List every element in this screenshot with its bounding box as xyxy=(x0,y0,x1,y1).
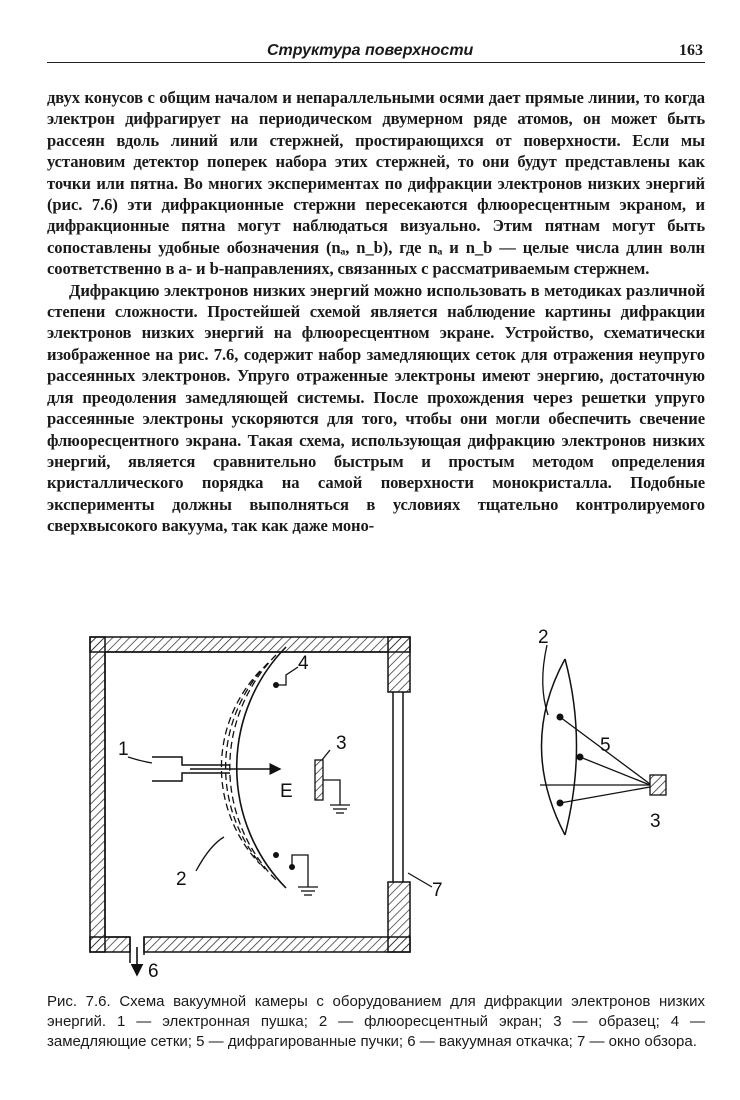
electron-gun xyxy=(118,739,293,802)
label-gun: 1 xyxy=(118,739,129,760)
sample xyxy=(315,733,350,813)
label-sample-right: 3 xyxy=(650,811,661,832)
label-sample: 3 xyxy=(336,733,347,754)
paragraph-2: Дифракцию электронов низких энергий можно использовать в методиках различной степени сложности. Простейшей схемой является наблюдение картины дифракции электронов низких энергий на флюоресцентном экране. Устройство, схематически изображенное на рис. 7.6, содержит набор замедляющих сеток для отражения неупруго рассеянных электронов. Упруго отраженные электроны имеют энергию, достаточную для преодоления замедляющей системы. После прохождения через решетки упруго рассеянные электроны ускоряются для того, чтобы они могли обеспечить свечение флюоресцентного экрана. Такая схема, использующая дифракцию электронов низких энергий, является сравнительно быстрым и простым методом определения кристаллического порядка на самой поверхности монокристалла. Подобные эксперименты должны выполняться в условиях тщательно контролируемого сверхвысокого вакуума, так как даже моно- xyxy=(47,280,705,536)
label-pump: 6 xyxy=(148,961,159,982)
viewing-window xyxy=(393,692,443,901)
caption-text: Схема вакуумной камеры с оборудованием для дифракции электронов низких энергий. 1 — электронная пушка; 2 — флюоресцентный экран; 3 — образец; 4 — замедляющие сетки; 5 — дифрагированные пучки; 6 — вакуумная откачка; 7 — окно обзора. xyxy=(47,993,705,1050)
label-screen: 2 xyxy=(176,869,187,890)
diffraction-inset xyxy=(538,627,666,835)
page-header xyxy=(47,40,705,63)
chamber-walls xyxy=(90,637,410,952)
label-grids: 4 xyxy=(298,653,309,674)
label-window: 7 xyxy=(432,880,443,901)
figure-7-6 xyxy=(40,625,720,990)
label-screen-right: 2 xyxy=(538,627,549,648)
page-number: 163 xyxy=(679,42,703,59)
body-text xyxy=(47,87,705,537)
grids-and-screen xyxy=(176,647,318,895)
caption-label: Рис. 7.6. xyxy=(47,993,111,1010)
label-beams: 5 xyxy=(600,735,611,756)
label-energy: E xyxy=(280,781,293,802)
figure-caption xyxy=(47,992,705,1052)
running-title: Структура поверхности xyxy=(267,42,474,59)
fluorescent-screen xyxy=(237,647,286,888)
leed-chamber-diagram xyxy=(40,625,720,990)
paragraph-1: двух конусов с общим началом и непараллельными осями дает прямые линии, то когда электрон дифрагирует на периодическом двумерном ряде атомов, он может быть рассеян вдоль линий или стержней, простирающихся от поверхности. Если мы установим детектор поперек набора этих стержней, то они будут представлены как точки или пятна. Во многих экспериментах по дифракции электронов низких энергий (рис. 7.6) эти дифракционные стержни пересекаются флюоресцентным экраном, и дифракционные пятна могут наблюдаться визуально. Этим пятнам могут быть сопоставлены удобные обозначения (nₐ, n_b), где nₐ и n_b — целые числа длин волн соответственно в a- и b-направлениях, связанных с рассматриваемым стержнем. xyxy=(47,88,705,279)
